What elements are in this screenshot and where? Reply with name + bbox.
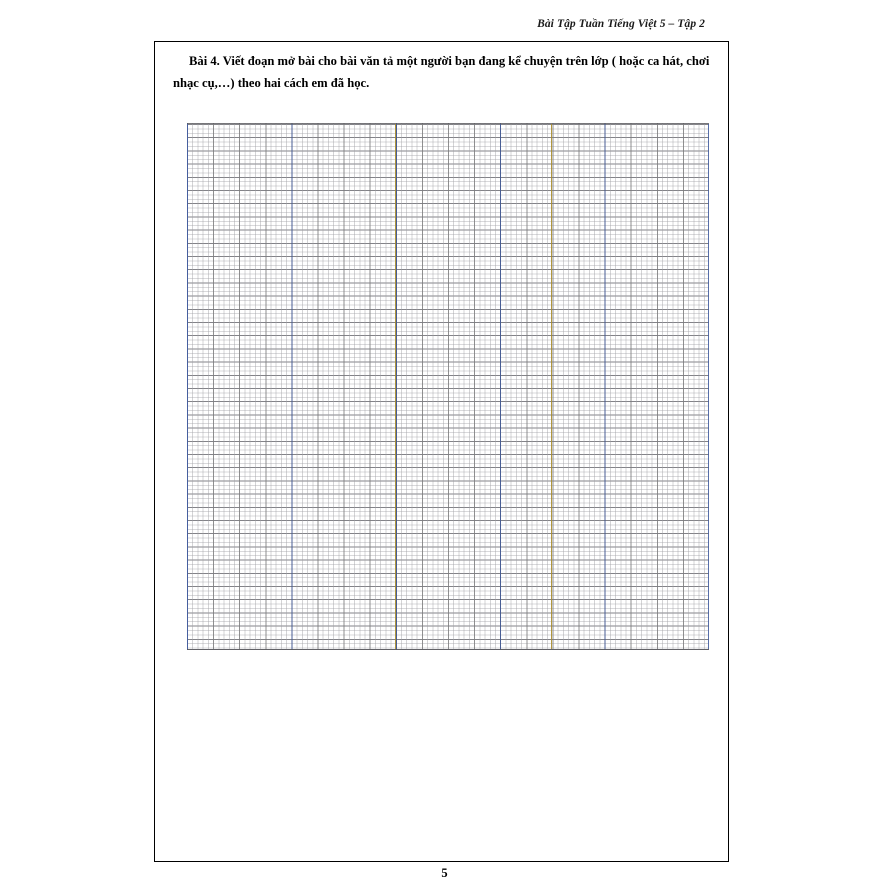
grid-left-edge [187, 124, 188, 649]
grid-right-edge [708, 124, 709, 649]
page-number: 5 [441, 866, 448, 880]
exercise-block [173, 51, 713, 94]
grid-paper[interactable] [187, 123, 709, 650]
grid-accent-line-2 [551, 124, 552, 649]
answer-grid-area[interactable] [187, 123, 709, 650]
grid-accent-line-1 [395, 124, 396, 649]
content-frame [154, 41, 729, 862]
exercise-prompt: Bài 4. Viết đoạn mở bài cho bài văn tả một người bạn đang kể chuyện trên lớp ( hoặc ca hát, chơi nhạc cụ,…) theo hai cách em đã học. [173, 54, 710, 90]
running-header: Bài Tập Tuần Tiếng Việt 5 – Tập 2 [537, 18, 705, 30]
